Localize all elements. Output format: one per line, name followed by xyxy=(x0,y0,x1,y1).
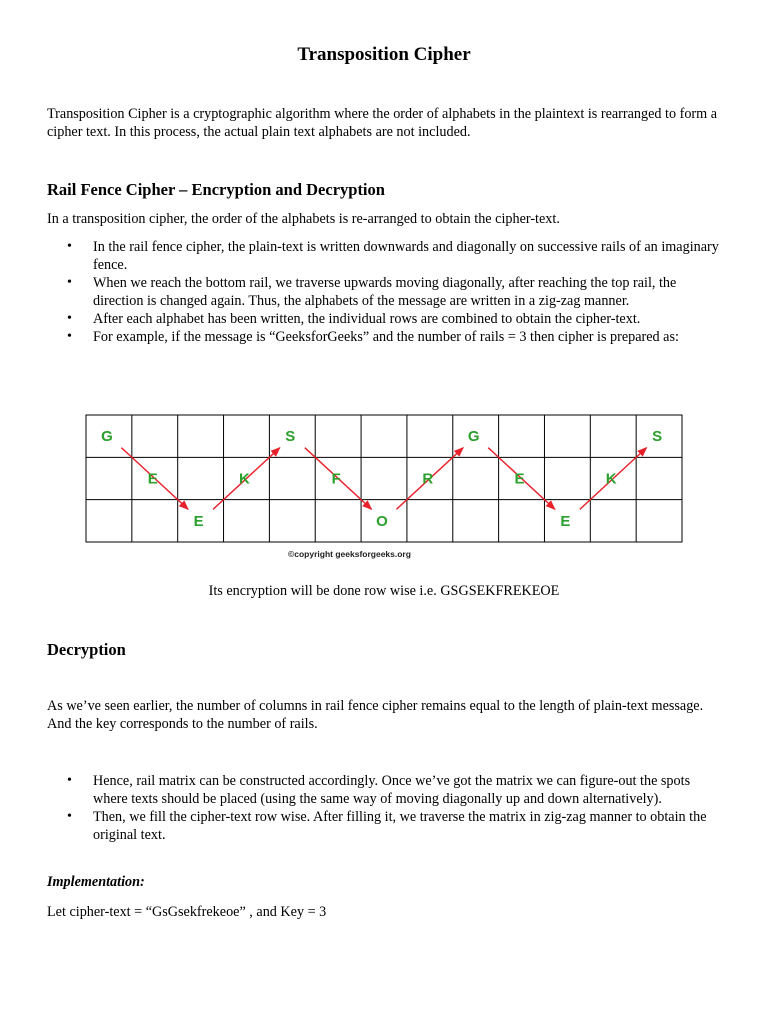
section-heading-decryption: Decryption xyxy=(47,640,126,659)
rail-letter: E xyxy=(514,470,525,488)
list-item: • When we reach the bottom rail, we traverse upwards moving diagonally, after reaching the top rail, the direction is changed again. Thus, the alphabets of the message are written in a zig-zag manner. xyxy=(47,274,727,310)
intro-paragraph: Transposition Cipher is a cryptographic algorithm where the order of alphabets in the plaintext is rearranged to form a cipher text. In this process, the actual plain text alphabets are not included. xyxy=(47,106,718,140)
list-item: • For example, if the message is “GeeksforGeeks” and the number of rails = 3 then cipher is prepared as: xyxy=(47,328,727,346)
rail-letter: G xyxy=(467,428,480,446)
rail-letter: O xyxy=(376,512,388,530)
list-item: • Hence, rail matrix can be constructed accordingly. Once we’ve got the matrix we can figure-out the spots where texts should be placed (using the same way of moving diagonally up and down alternatively). xyxy=(47,772,727,808)
decryption-paragraph: As we’ve seen earlier, the number of columns in rail fence cipher remains equal to the length of plain-text message. And the key corresponds to the number of rails. xyxy=(47,698,704,732)
rail-letter: S xyxy=(285,428,296,446)
rail-fence-lead: In a transposition cipher, the order of the alphabets is re-arranged to obtain the cipher-text. xyxy=(47,211,560,227)
rail-letter: F xyxy=(331,470,341,488)
rail-letter: G xyxy=(101,428,113,446)
list-item: • In the rail fence cipher, the plain-text is written downwards and diagonally on successive rails of an imaginary fence. xyxy=(47,238,727,274)
decryption-bullet-list xyxy=(47,772,727,844)
rail-letter: E xyxy=(193,512,204,530)
rail-letter: E xyxy=(147,470,158,488)
implementation-example: Let cipher-text = “GsGsekfrekeoe” , and Key = 3 xyxy=(47,904,327,920)
rail-fence-bullet-list xyxy=(47,238,727,346)
rail-letter: K xyxy=(605,470,617,488)
rail-letter: K xyxy=(239,470,250,488)
page-title: Transposition Cipher xyxy=(297,44,471,65)
rail-letter: S xyxy=(652,428,663,446)
implementation-label: Implementation: xyxy=(47,874,145,890)
rail-fence-diagram xyxy=(85,414,683,544)
section-heading-rail-fence: Rail Fence Cipher – Encryption and Decryption xyxy=(47,180,385,199)
rail-letter: R xyxy=(422,470,434,488)
copyright-label: ©copyright geeksforgeeks.org xyxy=(288,549,411,559)
list-item: • Then, we fill the cipher-text row wise. After filling it, we traverse the matrix in zig-zag manner to obtain the original text. xyxy=(47,808,727,844)
rail-letter: E xyxy=(560,512,571,530)
encryption-caption: Its encryption will be done row wise i.e. GSGSEKFREKEOE xyxy=(208,583,560,599)
list-item: • After each alphabet has been written, the individual rows are combined to obtain the cipher-text. xyxy=(47,310,727,328)
rail-letters xyxy=(101,428,662,530)
